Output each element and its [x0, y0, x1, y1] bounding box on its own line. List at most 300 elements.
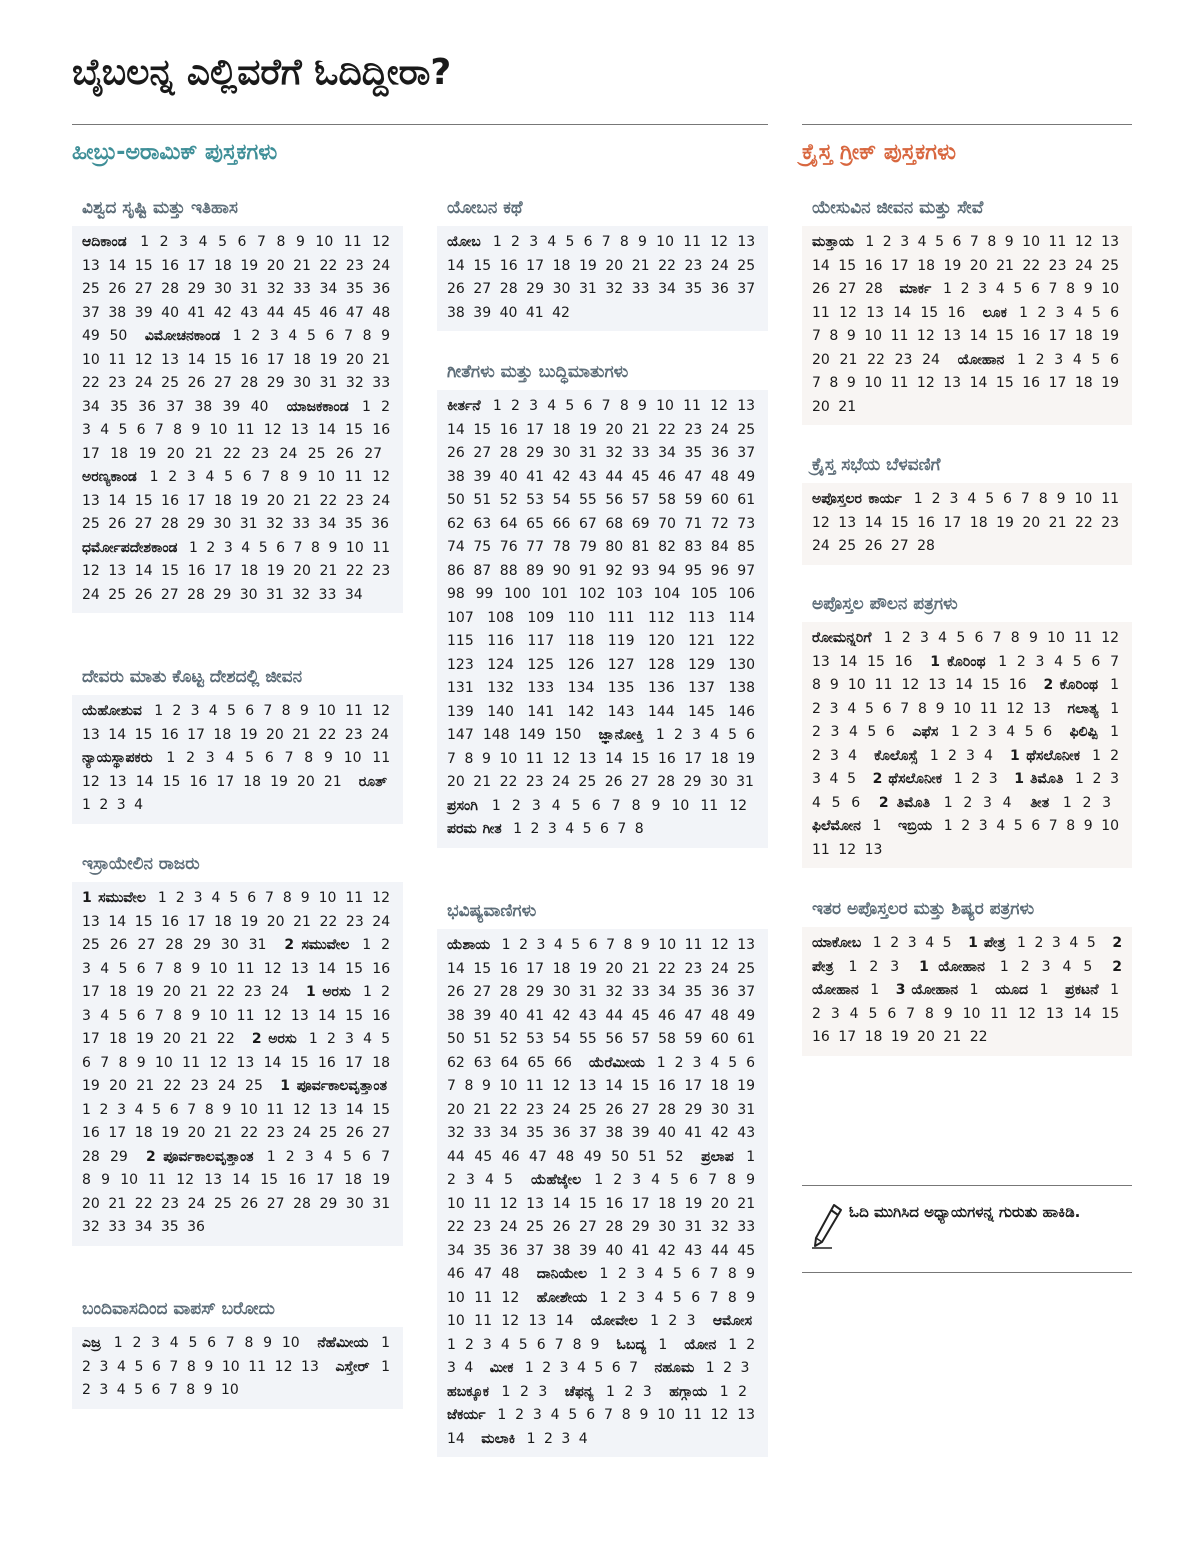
chapter-number[interactable]: 12 [263, 1007, 282, 1024]
chapter-number[interactable]: 28 [160, 516, 179, 532]
chapter-number[interactable]: 4 [1002, 794, 1012, 811]
chapter-number[interactable]: 8 [464, 1078, 474, 1094]
chapter-number[interactable]: 8 [619, 398, 629, 414]
chapter-number[interactable]: 30 [345, 1195, 364, 1212]
chapter-number[interactable]: 21 [319, 563, 338, 579]
chapter-number[interactable]: 7 [606, 937, 616, 953]
chapter-number[interactable]: 111 [607, 609, 635, 626]
chapter-number[interactable]: 33 [293, 281, 311, 297]
chapter-number[interactable]: 6 [325, 328, 335, 344]
chapter-number[interactable]: 2 [175, 890, 185, 906]
chapter-number[interactable]: 3 [978, 281, 988, 297]
chapter-number[interactable]: 142 [567, 703, 595, 720]
chapter-number[interactable]: 2 [519, 1383, 529, 1400]
chapter-number[interactable]: 11 [372, 750, 391, 766]
chapter-number[interactable]: 18 [552, 421, 571, 438]
chapter-number[interactable]: 12 [552, 750, 571, 767]
chapter-number[interactable]: 6 [242, 469, 252, 485]
chapter-number[interactable]: 6 [887, 1005, 897, 1022]
chapter-number[interactable]: 17 [108, 1125, 127, 1141]
chapter-number[interactable]: 15 [981, 677, 1000, 693]
chapter-number[interactable]: 36 [371, 516, 389, 532]
chapter-number[interactable]: 7 [992, 630, 1002, 646]
chapter-number[interactable]: 43 [737, 1125, 756, 1141]
chapter-number[interactable]: 22 [319, 913, 338, 930]
chapter-number[interactable]: 15 [260, 1172, 279, 1188]
chapter-number[interactable]: 9 [381, 328, 391, 344]
chapter-number[interactable]: 30 [213, 516, 232, 532]
chapter-number[interactable]: 29 [526, 984, 544, 1000]
chapter-number[interactable]: 3 [82, 960, 91, 977]
chapter-number[interactable]: 11 [474, 1313, 492, 1329]
chapter-number[interactable]: 15 [631, 1078, 650, 1094]
chapter-number[interactable]: 17 [187, 726, 205, 743]
chapter-number[interactable]: 24 [217, 1078, 236, 1094]
chapter-number[interactable]: 49 [82, 328, 100, 344]
chapter-number[interactable]: 100 [503, 586, 531, 602]
chapter-number[interactable]: 34 [319, 281, 338, 297]
chapter-number[interactable]: 33 [737, 1219, 756, 1235]
chapter-number[interactable]: 22 [658, 421, 676, 438]
chapter-number[interactable]: 29 [631, 1219, 650, 1235]
chapter-number[interactable]: 10 [658, 937, 677, 953]
chapter-number[interactable]: 27 [473, 281, 492, 297]
chapter-number[interactable]: 24 [710, 257, 729, 274]
chapter-number[interactable]: 50 [611, 1148, 629, 1165]
chapter-number[interactable]: 24 [499, 1219, 518, 1235]
chapter-number[interactable]: 7 [1020, 491, 1030, 507]
chapter-number[interactable]: 3 [636, 1266, 646, 1282]
chapter-number[interactable]: 50 [447, 492, 465, 508]
chapter-number[interactable]: 17 [526, 421, 544, 438]
chapter-number[interactable]: 40 [499, 468, 518, 485]
chapter-number[interactable]: 14 [552, 1195, 571, 1212]
chapter-number[interactable]: 6 [586, 1407, 596, 1423]
chapter-number[interactable]: 13 [864, 841, 883, 858]
chapter-number[interactable]: 24 [82, 586, 100, 603]
chapter-number[interactable]: 17 [684, 1078, 703, 1094]
chapter-number[interactable]: 14 [263, 1054, 282, 1071]
chapter-number[interactable]: 21 [1048, 514, 1067, 531]
chapter-number[interactable]: 29 [187, 516, 205, 532]
chapter-number[interactable]: 106 [728, 586, 756, 602]
chapter-number[interactable]: 28 [165, 937, 184, 953]
chapter-number[interactable]: 18 [1074, 375, 1093, 391]
chapter-number[interactable]: 3 [538, 1383, 548, 1400]
chapter-number[interactable]: 14 [955, 677, 973, 693]
chapter-number[interactable]: 1 [166, 750, 176, 766]
chapter-number[interactable]: 3 [1041, 958, 1051, 975]
chapter-number[interactable]: 8 [282, 890, 292, 906]
chapter-number[interactable]: 17 [526, 257, 544, 274]
chapter-number[interactable]: 39 [578, 1242, 597, 1259]
chapter-number[interactable]: 27 [364, 445, 383, 462]
chapter-number[interactable]: 18 [344, 1172, 363, 1188]
chapter-number[interactable]: 5 [728, 1054, 738, 1071]
chapter-number[interactable]: 5 [864, 700, 874, 717]
chapter-number[interactable]: 22 [223, 445, 241, 462]
chapter-number[interactable]: 43 [240, 304, 259, 321]
chapter-number[interactable]: 5 [1083, 958, 1093, 975]
chapter-number[interactable]: 2 [1020, 958, 1030, 975]
chapter-number[interactable]: 1 [719, 1383, 729, 1400]
chapter-number[interactable]: 1 [154, 703, 164, 719]
chapter-number[interactable]: 18 [108, 1031, 127, 1047]
chapter-number[interactable]: 51 [638, 1148, 657, 1165]
chapter-number[interactable]: 24 [271, 984, 289, 1000]
chapter-number[interactable]: 1 [491, 797, 501, 814]
chapter-number[interactable]: 1 [1092, 747, 1102, 764]
chapter-number[interactable]: 49 [737, 1007, 756, 1024]
chapter-number[interactable]: 22 [319, 492, 338, 509]
chapter-number[interactable]: 7 [154, 960, 164, 977]
chapter-number[interactable]: 55 [578, 1031, 597, 1047]
chapter-number[interactable]: 31 [578, 984, 597, 1000]
chapter-number[interactable]: 116 [487, 633, 514, 649]
chapter-number[interactable]: 50 [109, 328, 128, 344]
chapter-number[interactable]: 38 [108, 304, 127, 321]
chapter-number[interactable]: 16 [288, 1172, 307, 1188]
chapter-number[interactable]: 4 [1006, 724, 1016, 740]
chapter-number[interactable]: 41 [684, 1125, 703, 1141]
chapter-number[interactable]: 83 [684, 539, 703, 555]
chapter-number[interactable]: 2 [617, 1289, 627, 1306]
chapter-number[interactable]: 5 [985, 491, 995, 507]
chapter-number[interactable]: 113 [688, 609, 715, 626]
chapter-number[interactable]: 18 [552, 257, 571, 274]
chapter-number[interactable]: 10 [447, 1313, 465, 1329]
chapter-number[interactable]: 21 [194, 445, 213, 462]
chapter-number[interactable]: 14 [555, 1313, 574, 1329]
chapter-number[interactable]: 8 [987, 234, 997, 250]
chapter-number[interactable]: 19 [240, 257, 259, 274]
chapter-number[interactable]: 40 [499, 304, 518, 321]
chapter-number[interactable]: 4 [967, 491, 977, 507]
chapter-number[interactable]: 9 [1083, 281, 1093, 297]
chapter-number[interactable]: 6 [151, 1382, 161, 1398]
chapter-number[interactable]: 2 [812, 724, 821, 740]
chapter-number[interactable]: 7 [381, 1148, 391, 1165]
chapter-number[interactable]: 8 [1010, 630, 1020, 646]
chapter-number[interactable]: 6 [82, 1054, 91, 1071]
chapter-number[interactable]: 10 [315, 234, 334, 250]
chapter-number[interactable]: 10 [239, 1101, 258, 1118]
chapter-number[interactable]: 13 [737, 1407, 756, 1423]
chapter-number[interactable]: 16 [82, 1125, 100, 1141]
chapter-number[interactable]: 12 [263, 422, 282, 438]
chapter-number[interactable]: 23 [344, 726, 363, 743]
chapter-number[interactable]: 1 [655, 727, 665, 743]
chapter-number[interactable]: 2 [511, 234, 520, 250]
chapter-number[interactable]: 66 [552, 515, 571, 532]
chapter-number[interactable]: 2 [931, 491, 941, 507]
chapter-number[interactable]: 11 [248, 1358, 267, 1375]
chapter-number[interactable]: 34 [658, 984, 676, 1000]
chapter-number[interactable]: 9 [191, 422, 201, 438]
chapter-number[interactable]: 33 [318, 586, 337, 603]
chapter-number[interactable]: 26 [447, 984, 465, 1000]
chapter-number[interactable]: 4 [917, 234, 927, 250]
chapter-number[interactable]: 13 [1101, 234, 1119, 250]
chapter-number[interactable]: 33 [292, 516, 311, 532]
chapter-number[interactable]: 6 [611, 1360, 621, 1376]
chapter-number[interactable]: 46 [319, 304, 338, 321]
chapter-number[interactable]: 9 [943, 1005, 953, 1022]
chapter-number[interactable]: 98 [447, 586, 465, 602]
chapter-number[interactable]: 2 [447, 1172, 456, 1188]
chapter-number[interactable]: 4 [225, 750, 235, 766]
chapter-number[interactable]: 26 [812, 281, 830, 297]
chapter-number[interactable]: 4 [829, 771, 839, 787]
chapter-number[interactable]: 21 [631, 960, 650, 977]
chapter-number[interactable]: 67 [578, 515, 597, 532]
chapter-number[interactable]: 42 [552, 304, 570, 321]
chapter-number[interactable]: 91 [578, 562, 597, 579]
chapter-number[interactable]: 45 [474, 1148, 493, 1165]
chapter-number[interactable]: 32 [447, 1125, 465, 1141]
chapter-number[interactable]: 35 [344, 516, 363, 532]
chapter-number[interactable]: 11 [372, 539, 391, 556]
chapter-number[interactable]: 2 [544, 1430, 553, 1447]
chapter-number[interactable]: 120 [647, 633, 675, 649]
chapter-number[interactable]: 12 [372, 890, 390, 906]
chapter-number[interactable]: 44 [710, 1242, 729, 1259]
chapter-number[interactable]: 8 [173, 1007, 183, 1024]
chapter-number[interactable]: 4 [578, 1430, 588, 1447]
chapter-number[interactable]: 149 [518, 727, 546, 743]
chapter-number[interactable]: 8 [186, 1358, 196, 1375]
chapter-number[interactable]: 2 [99, 797, 109, 813]
chapter-number[interactable]: 30 [213, 281, 232, 297]
chapter-number[interactable]: 4 [710, 727, 719, 743]
chapter-number[interactable]: 11 [1074, 630, 1092, 646]
chapter-number[interactable]: 13 [578, 1078, 597, 1094]
chapter-number[interactable]: 32 [605, 984, 624, 1000]
chapter-number[interactable]: 5 [1013, 281, 1023, 297]
chapter-number[interactable]: 4 [550, 1407, 560, 1423]
chapter-number[interactable]: 11 [343, 234, 362, 250]
chapter-number[interactable]: 2 [510, 398, 520, 414]
chapter-number[interactable]: 27 [372, 1125, 391, 1141]
chapter-number[interactable]: 1 [942, 281, 952, 297]
chapter-number[interactable]: 38 [552, 1242, 571, 1259]
chapter-number[interactable]: 6 [276, 539, 286, 556]
chapter-number[interactable]: 18 [710, 1078, 729, 1094]
chapter-number[interactable]: 102 [578, 586, 606, 602]
chapter-number[interactable]: 17 [213, 563, 232, 579]
chapter-number[interactable]: 27 [134, 516, 153, 532]
chapter-number[interactable]: 12 [901, 677, 920, 693]
chapter-number[interactable]: 1 [1039, 982, 1049, 998]
chapter-number[interactable]: 15 [134, 492, 153, 509]
chapter-number[interactable]: 23 [345, 913, 364, 930]
chapter-number[interactable]: 122 [728, 633, 756, 649]
chapter-number[interactable]: 2 [960, 281, 970, 297]
chapter-number[interactable]: 19 [943, 257, 962, 274]
chapter-number[interactable]: 9 [590, 1336, 600, 1353]
chapter-number[interactable]: 16 [605, 1195, 624, 1212]
chapter-number[interactable]: 2 [617, 1266, 627, 1282]
chapter-number[interactable]: 65 [527, 1054, 546, 1071]
chapter-number[interactable]: 7 [263, 703, 273, 719]
chapter-number[interactable]: 3 [536, 937, 546, 953]
chapter-number[interactable]: 11 [236, 422, 255, 438]
chapter-number[interactable]: 11 [1048, 234, 1067, 250]
chapter-number[interactable]: 62 [447, 1054, 465, 1071]
chapter-number[interactable]: 45 [737, 1242, 756, 1259]
chapter-number[interactable]: 27 [134, 281, 153, 297]
chapter-number[interactable]: 10 [499, 750, 518, 767]
chapter-number[interactable]: 17 [1048, 375, 1067, 391]
chapter-number[interactable]: 5 [306, 328, 316, 344]
chapter-number[interactable]: 2 [381, 984, 391, 1000]
chapter-number[interactable]: 16 [917, 514, 936, 531]
chapter-number[interactable]: 19 [996, 514, 1014, 531]
chapter-number[interactable]: 9 [1028, 630, 1038, 646]
chapter-number[interactable]: 19 [372, 1172, 391, 1188]
chapter-number[interactable]: 33 [473, 1125, 492, 1141]
chapter-number[interactable]: 21 [293, 913, 311, 930]
chapter-number[interactable]: 1 [1075, 771, 1084, 787]
chapter-number[interactable]: 2 [132, 1335, 142, 1351]
chapter-number[interactable]: 5 [1013, 818, 1023, 834]
chapter-number[interactable]: 1 [113, 1335, 123, 1351]
chapter-number[interactable]: 29 [187, 281, 206, 297]
chapter-number[interactable]: 3 [116, 797, 126, 813]
chapter-number[interactable]: 15 [838, 257, 857, 274]
chapter-number[interactable]: 36 [552, 1125, 571, 1141]
chapter-number[interactable]: 9 [639, 1407, 649, 1423]
chapter-number[interactable]: 10 [499, 1078, 518, 1094]
chapter-number[interactable]: 2 [668, 1313, 678, 1329]
chapter-number[interactable]: 2 [381, 937, 391, 953]
chapter-number[interactable]: 10 [1101, 281, 1120, 297]
chapter-number[interactable]: 29 [684, 1101, 703, 1118]
chapter-number[interactable]: 10 [656, 234, 674, 250]
chapter-number[interactable]: 6 [207, 1335, 217, 1351]
chapter-number[interactable]: 14 [232, 1172, 251, 1188]
chapter-number[interactable]: 119 [607, 633, 635, 649]
chapter-number[interactable]: 7 [261, 469, 271, 485]
chapter-number[interactable]: 2 [1034, 935, 1044, 951]
chapter-number[interactable]: 1 [913, 491, 923, 507]
chapter-number[interactable]: 8 [244, 1335, 254, 1351]
chapter-number[interactable]: 86 [447, 562, 465, 579]
chapter-number[interactable]: 109 [527, 609, 555, 626]
chapter-number[interactable]: 123 [447, 656, 474, 673]
chapter-number[interactable]: 2 [723, 1360, 733, 1376]
chapter-number[interactable]: 2 [542, 1360, 552, 1376]
chapter-number[interactable]: 9 [191, 1007, 201, 1024]
chapter-number[interactable]: 6 [746, 727, 756, 743]
chapter-number[interactable]: 29 [319, 1195, 338, 1212]
chapter-number[interactable]: 47 [474, 1266, 493, 1282]
chapter-number[interactable]: 21 [292, 726, 311, 743]
chapter-number[interactable]: 17 [187, 492, 206, 509]
chapter-number[interactable]: 20 [109, 1078, 127, 1094]
chapter-number[interactable]: 14 [447, 1430, 465, 1447]
chapter-number[interactable]: 5 [728, 727, 738, 743]
chapter-number[interactable]: 4 [100, 422, 110, 438]
chapter-number[interactable]: 8 [311, 539, 320, 556]
chapter-number[interactable]: 8 [186, 1382, 196, 1398]
chapter-number[interactable]: 3 [117, 1101, 127, 1118]
chapter-number[interactable]: 1 [1110, 677, 1119, 693]
chapter-number[interactable]: 17 [82, 445, 100, 462]
chapter-number[interactable]: 37 [737, 281, 756, 297]
chapter-number[interactable]: 4 [651, 1172, 661, 1188]
chapter-number[interactable]: 27 [266, 1195, 285, 1212]
chapter-number[interactable]: 26 [240, 1195, 259, 1212]
chapter-number[interactable]: 14 [864, 514, 883, 531]
chapter-number[interactable]: 61 [737, 1031, 756, 1047]
chapter-number[interactable]: 1 [929, 747, 939, 764]
chapter-number[interactable]: 2 [464, 1336, 474, 1353]
chapter-number[interactable]: 48 [556, 1148, 575, 1165]
chapter-number[interactable]: 1 [599, 1266, 609, 1282]
chapter-number[interactable]: 11 [874, 677, 893, 693]
chapter-number[interactable]: 25 [578, 774, 597, 790]
chapter-number[interactable]: 3 [447, 1360, 456, 1376]
chapter-number[interactable]: 36 [499, 1242, 518, 1259]
chapter-number[interactable]: 2 [82, 1382, 91, 1398]
chapter-number[interactable]: 110 [567, 609, 595, 626]
chapter-number[interactable]: 20 [345, 351, 364, 368]
chapter-number[interactable]: 24 [134, 375, 153, 391]
chapter-number[interactable]: 18 [552, 960, 571, 977]
chapter-number[interactable]: 14 [108, 492, 127, 509]
chapter-number[interactable]: 16 [499, 421, 518, 438]
chapter-number[interactable]: 22 [240, 1125, 259, 1141]
chapter-number[interactable]: 24 [372, 913, 391, 930]
chapter-number[interactable]: 44 [266, 304, 285, 321]
chapter-number[interactable]: 9 [846, 328, 856, 344]
chapter-number[interactable]: 52 [665, 1148, 684, 1165]
chapter-number[interactable]: 35 [110, 398, 128, 415]
chapter-number[interactable]: 20 [266, 492, 285, 509]
chapter-number[interactable]: 4 [848, 747, 857, 764]
chapter-number[interactable]: 1 [883, 630, 893, 646]
chapter-number[interactable]: 93 [631, 562, 650, 579]
chapter-number[interactable]: 3 [193, 890, 203, 906]
chapter-number[interactable]: 9 [935, 700, 945, 717]
chapter-number[interactable]: 23 [244, 984, 262, 1000]
chapter-number[interactable]: 31 [240, 281, 259, 297]
chapter-number[interactable]: 16 [372, 422, 391, 438]
chapter-number[interactable]: 6 [591, 797, 601, 814]
chapter-number[interactable]: 12 [134, 351, 153, 368]
chapter-number[interactable]: 27 [890, 538, 909, 554]
chapter-number[interactable]: 18 [213, 726, 232, 743]
chapter-number[interactable]: 12 [710, 937, 729, 953]
chapter-number[interactable]: 10 [281, 1335, 300, 1351]
chapter-number[interactable]: 7 [812, 328, 821, 344]
chapter-number[interactable]: 12 [1018, 1005, 1036, 1022]
chapter-number[interactable]: 11 [812, 841, 830, 858]
chapter-number[interactable]: 6 [136, 1007, 146, 1024]
chapter-number[interactable]: 13 [838, 514, 857, 531]
chapter-number[interactable]: 8 [173, 960, 183, 977]
chapter-number[interactable]: 2 [1082, 794, 1092, 811]
chapter-number[interactable]: 4 [547, 398, 557, 414]
chapter-number[interactable]: 34 [318, 516, 337, 532]
chapter-number[interactable]: 8 [304, 750, 314, 766]
chapter-number[interactable]: 8 [1066, 818, 1076, 834]
chapter-number[interactable]: 28 [187, 586, 205, 603]
chapter-number[interactable]: 12 [372, 469, 391, 485]
chapter-number[interactable]: 19 [138, 445, 157, 462]
chapter-number[interactable]: 2 [1016, 653, 1026, 670]
